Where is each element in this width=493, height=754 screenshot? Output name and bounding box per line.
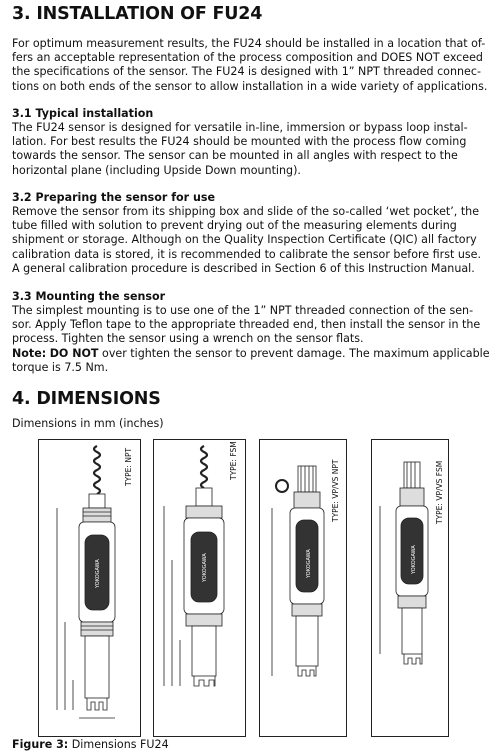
figure-caption [12,738,169,751]
brand-label: YOKOGAWA [306,549,312,578]
type-label: TYPE: VP/VS NPT [331,459,340,522]
caption-text: Dimensions FU24 [68,738,169,751]
type-label: TYPE: VP/VS FSM [435,460,444,524]
brand-label: YOKOGAWA [411,545,417,574]
text-line: towards the sensor. The sensor can be mounted in all angles with respect to the [12,149,458,163]
text-line: For optimum measurement results, the FU24 should be installed in a location that of- [12,37,486,50]
note-line [12,346,490,361]
note-text: over tighten the sensor to prevent damage. The maximum applicable [98,346,490,360]
text-line: Remove the sensor from its shipping box and slide of the so-called ‘wet pocket’, the [12,205,480,218]
text-line: torque is 7.5 Nm. [12,360,109,374]
text-line: A general calibration procedure is described in Section 6 of this Instruction Manual. [12,261,475,275]
section-4-heading: 4. DIMENSIONS [12,389,161,409]
sensor-fsm-drawing [154,440,245,736]
subsection-3-2-body [12,205,482,276]
note-emphasis: DO NOT [49,346,99,360]
text-line: The simplest mounting is to use one of the 1” NPT threaded connection of the sen- [12,304,474,317]
text-line: shipment or storage. Although on the Quality Inspection Certificate (QIC) all factory [12,233,477,247]
figure-fsm-panel [153,439,246,737]
brand-label: YOKOGAWA [202,553,208,582]
type-label: TYPE: NPT [124,447,133,486]
text-line: tube filled with solution to prevent drying out of the measuring elements during [12,219,457,233]
text-line: The FU24 sensor is designed for versatile in-line, immersion or bypass loop instal- [12,121,468,134]
figure-vpvs-fsm-panel [371,439,449,737]
text-line: fers an acceptable representation of the process composition and DOES NOT exceed [12,51,483,65]
text-line: calibration data is stored, it is recommended to calibrate the sensor before first use. [12,247,482,261]
subsection-3-3-body [12,304,490,375]
sensor-vpvs-npt-drawing [260,440,346,736]
sensor-vpvs-fsm-drawing [372,440,448,736]
figure-npt-panel [38,439,141,737]
section-3-intro [12,37,488,94]
subsection-3-1-body [12,121,482,178]
text-line: sor. Apply Teflon tape to the appropriate threaded end, then install the sensor in the [12,318,481,332]
text-line: horizontal plane (including Upside Down mounting). [12,163,301,177]
text-line: tions on both ends of the sensor to allow installation in a wide variety of applications. [12,79,488,93]
subsection-3-2-heading: 3.2 Preparing the sensor for use [12,191,216,204]
sensor-npt-drawing [39,440,140,736]
dimensions-intro [12,417,482,431]
text-line: lation. For best results the FU24 should be mounted with the process flow coming [12,135,467,149]
brand-label: YOKOGAWA [95,559,101,588]
text-line: process. Tighten the sensor using a wrench on the sensor flats. [12,332,364,346]
subsection-3-1-heading: 3.1 Typical installation [12,107,154,120]
subsection-3-3-heading: 3.3 Mounting the sensor [12,290,166,303]
note-label: Note: [12,346,47,360]
section-3-heading: 3. INSTALLATION OF FU24 [12,4,263,24]
text-line: the specifications of the sensor. The FU24 is designed with 1” NPT threaded connec- [12,65,481,79]
type-label: TYPE: FSM [229,441,238,480]
caption-label: Figure 3: [12,738,69,751]
text-line: Dimensions in mm (inches) [12,417,164,430]
figure-vpvs-npt-panel [259,439,347,737]
